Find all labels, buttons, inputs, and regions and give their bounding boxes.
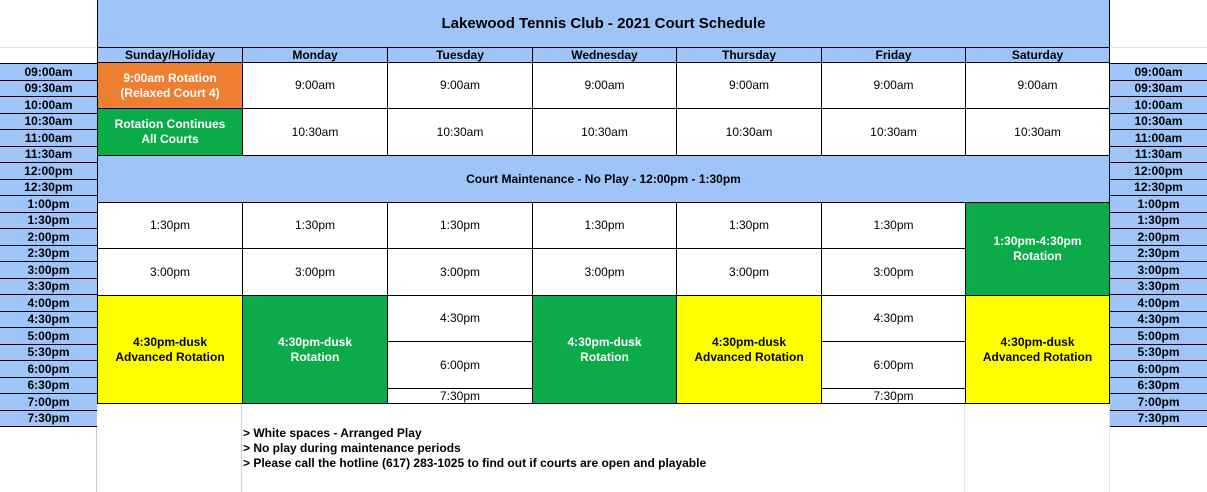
time-label: 3:00pm	[1110, 262, 1207, 279]
slot-tuesday-900[interactable]: 9:00am	[387, 63, 532, 109]
slot-tuesday-730[interactable]: 7:30pm	[387, 389, 532, 404]
time-label: 1:30pm	[1110, 213, 1207, 230]
time-label: 10:00am	[1110, 97, 1207, 114]
time-label: 5:00pm	[0, 328, 97, 345]
time-label: 7:30pm	[0, 411, 97, 428]
time-label: 10:30am	[0, 114, 97, 131]
time-label: 1:00pm	[1110, 196, 1207, 213]
slot-label: 4:30pm-dusk Rotation	[567, 334, 642, 364]
slot-tuesday-1030[interactable]: 10:30am	[387, 109, 532, 156]
slot-saturday-1030[interactable]: 10:30am	[965, 109, 1110, 156]
time-label: 6:30pm	[0, 378, 97, 395]
slot-thursday-130[interactable]: 1:30pm	[676, 203, 821, 249]
day-header-saturday: Saturday	[965, 47, 1110, 63]
slot-sunday-morning-rotation[interactable]	[97, 63, 242, 109]
time-label: 2:00pm	[1110, 229, 1207, 246]
slot-friday-430[interactable]: 4:30pm	[821, 296, 965, 342]
time-label: 12:30pm	[0, 180, 97, 197]
note-arranged-play: > White spaces - Arranged Play	[243, 426, 422, 440]
time-label: 7:30pm	[1110, 411, 1207, 428]
slot-saturday-afternoon-rotation[interactable]	[965, 203, 1110, 296]
slot-tuesday-130[interactable]: 1:30pm	[387, 203, 532, 249]
time-label: 12:30pm	[1110, 180, 1207, 197]
slot-label: Rotation Continues All Courts	[114, 117, 226, 146]
slot-label: 4:30pm-dusk Advanced Rotation	[982, 334, 1093, 364]
slot-label: 1:30pm-4:30pm Rotation	[993, 234, 1082, 263]
slot-monday-300[interactable]: 3:00pm	[242, 249, 387, 296]
slot-thursday-1030[interactable]: 10:30am	[676, 109, 821, 156]
slot-thursday-300[interactable]: 3:00pm	[676, 249, 821, 296]
slot-friday-300[interactable]: 3:00pm	[821, 249, 965, 296]
time-label: 3:30pm	[1110, 279, 1207, 296]
day-header-sunday: Sunday/Holiday	[97, 47, 242, 63]
slot-wednesday-130[interactable]: 1:30pm	[532, 203, 676, 249]
time-column-left	[0, 63, 97, 426]
slot-label: 4:30pm-dusk Rotation	[277, 334, 353, 364]
slot-monday-900[interactable]: 9:00am	[242, 63, 387, 109]
time-label: 10:00am	[0, 97, 97, 114]
day-header-tuesday: Tuesday	[387, 47, 532, 63]
day-header-friday: Friday	[821, 47, 965, 63]
slot-sunday-130[interactable]: 1:30pm	[97, 203, 242, 249]
time-label: 2:30pm	[1110, 246, 1207, 263]
time-label: 11:30am	[0, 147, 97, 164]
slot-friday-600[interactable]: 6:00pm	[821, 342, 965, 389]
slot-wednesday-300[interactable]: 3:00pm	[532, 249, 676, 296]
day-header-thursday: Thursday	[676, 47, 821, 63]
time-label: 10:30am	[1110, 114, 1207, 131]
slot-friday-130[interactable]: 1:30pm	[821, 203, 965, 249]
slot-monday-evening-rotation[interactable]	[242, 296, 387, 404]
time-label: 6:00pm	[1110, 361, 1207, 378]
time-label: 5:30pm	[0, 345, 97, 362]
time-label: 2:00pm	[0, 229, 97, 246]
slot-label: 4:30pm-dusk Advanced Rotation	[694, 334, 804, 364]
slot-friday-730[interactable]: 7:30pm	[821, 389, 965, 404]
note-maintenance: > No play during maintenance periods	[243, 441, 461, 455]
time-label: 09:00am	[1110, 64, 1207, 81]
time-label: 7:00pm	[1110, 394, 1207, 411]
time-label: 09:30am	[0, 81, 97, 98]
time-label: 2:30pm	[0, 246, 97, 263]
slot-saturday-900[interactable]: 9:00am	[965, 63, 1110, 109]
slot-saturday-evening-advanced[interactable]	[965, 296, 1110, 404]
slot-monday-130[interactable]: 1:30pm	[242, 203, 387, 249]
slot-friday-900[interactable]: 9:00am	[821, 63, 965, 109]
day-header-wednesday: Wednesday	[532, 47, 676, 63]
time-label: 4:30pm	[1110, 312, 1207, 329]
slot-wednesday-evening-rotation[interactable]	[532, 296, 676, 404]
time-label: 12:00pm	[0, 163, 97, 180]
slot-sunday-300[interactable]: 3:00pm	[97, 249, 242, 296]
slot-thursday-900[interactable]: 9:00am	[676, 63, 821, 109]
time-label: 5:00pm	[1110, 328, 1207, 345]
time-label: 12:00pm	[1110, 163, 1207, 180]
note-hotline: > Please call the hotline (617) 283-1025 to find out if courts are open and playable	[243, 456, 707, 470]
slot-tuesday-430[interactable]: 4:30pm	[387, 296, 532, 342]
slot-friday-1030[interactable]: 10:30am	[821, 109, 965, 156]
slot-thursday-evening-advanced[interactable]	[676, 296, 821, 404]
slot-sunday-evening-advanced[interactable]	[97, 296, 242, 404]
time-label: 11:00am	[1110, 130, 1207, 147]
time-label: 7:00pm	[0, 394, 97, 411]
slot-sunday-rotation-continues[interactable]	[97, 109, 242, 156]
time-label: 11:00am	[0, 130, 97, 147]
slot-label: 4:30pm-dusk Advanced Rotation	[115, 334, 225, 364]
time-label: 1:00pm	[0, 196, 97, 213]
maintenance-banner: Court Maintenance - No Play - 12:00pm - 1:30pm	[97, 156, 1110, 203]
time-label: 6:30pm	[1110, 378, 1207, 395]
slot-tuesday-600[interactable]: 6:00pm	[387, 342, 532, 389]
slot-wednesday-1030[interactable]: 10:30am	[532, 109, 676, 156]
schedule-title: Lakewood Tennis Club - 2021 Court Schedule	[97, 0, 1110, 47]
slot-monday-1030[interactable]: 10:30am	[242, 109, 387, 156]
time-label: 3:00pm	[0, 262, 97, 279]
time-column-right	[1110, 63, 1207, 426]
time-label: 11:30am	[1110, 147, 1207, 164]
time-label: 09:30am	[1110, 81, 1207, 98]
slot-label: 9:00am Rotation (Relaxed Court 4)	[120, 70, 220, 100]
time-label: 4:00pm	[1110, 295, 1207, 312]
time-label: 09:00am	[0, 64, 97, 81]
slot-wednesday-900[interactable]: 9:00am	[532, 63, 676, 109]
time-label: 6:00pm	[0, 361, 97, 378]
time-label: 5:30pm	[1110, 345, 1207, 362]
day-header-monday: Monday	[242, 47, 387, 63]
time-label: 4:30pm	[0, 312, 97, 329]
slot-tuesday-300[interactable]: 3:00pm	[387, 249, 532, 296]
time-label: 4:00pm	[0, 295, 97, 312]
schedule-notes	[243, 426, 943, 471]
time-label: 3:30pm	[0, 279, 97, 296]
time-label: 1:30pm	[0, 213, 97, 230]
